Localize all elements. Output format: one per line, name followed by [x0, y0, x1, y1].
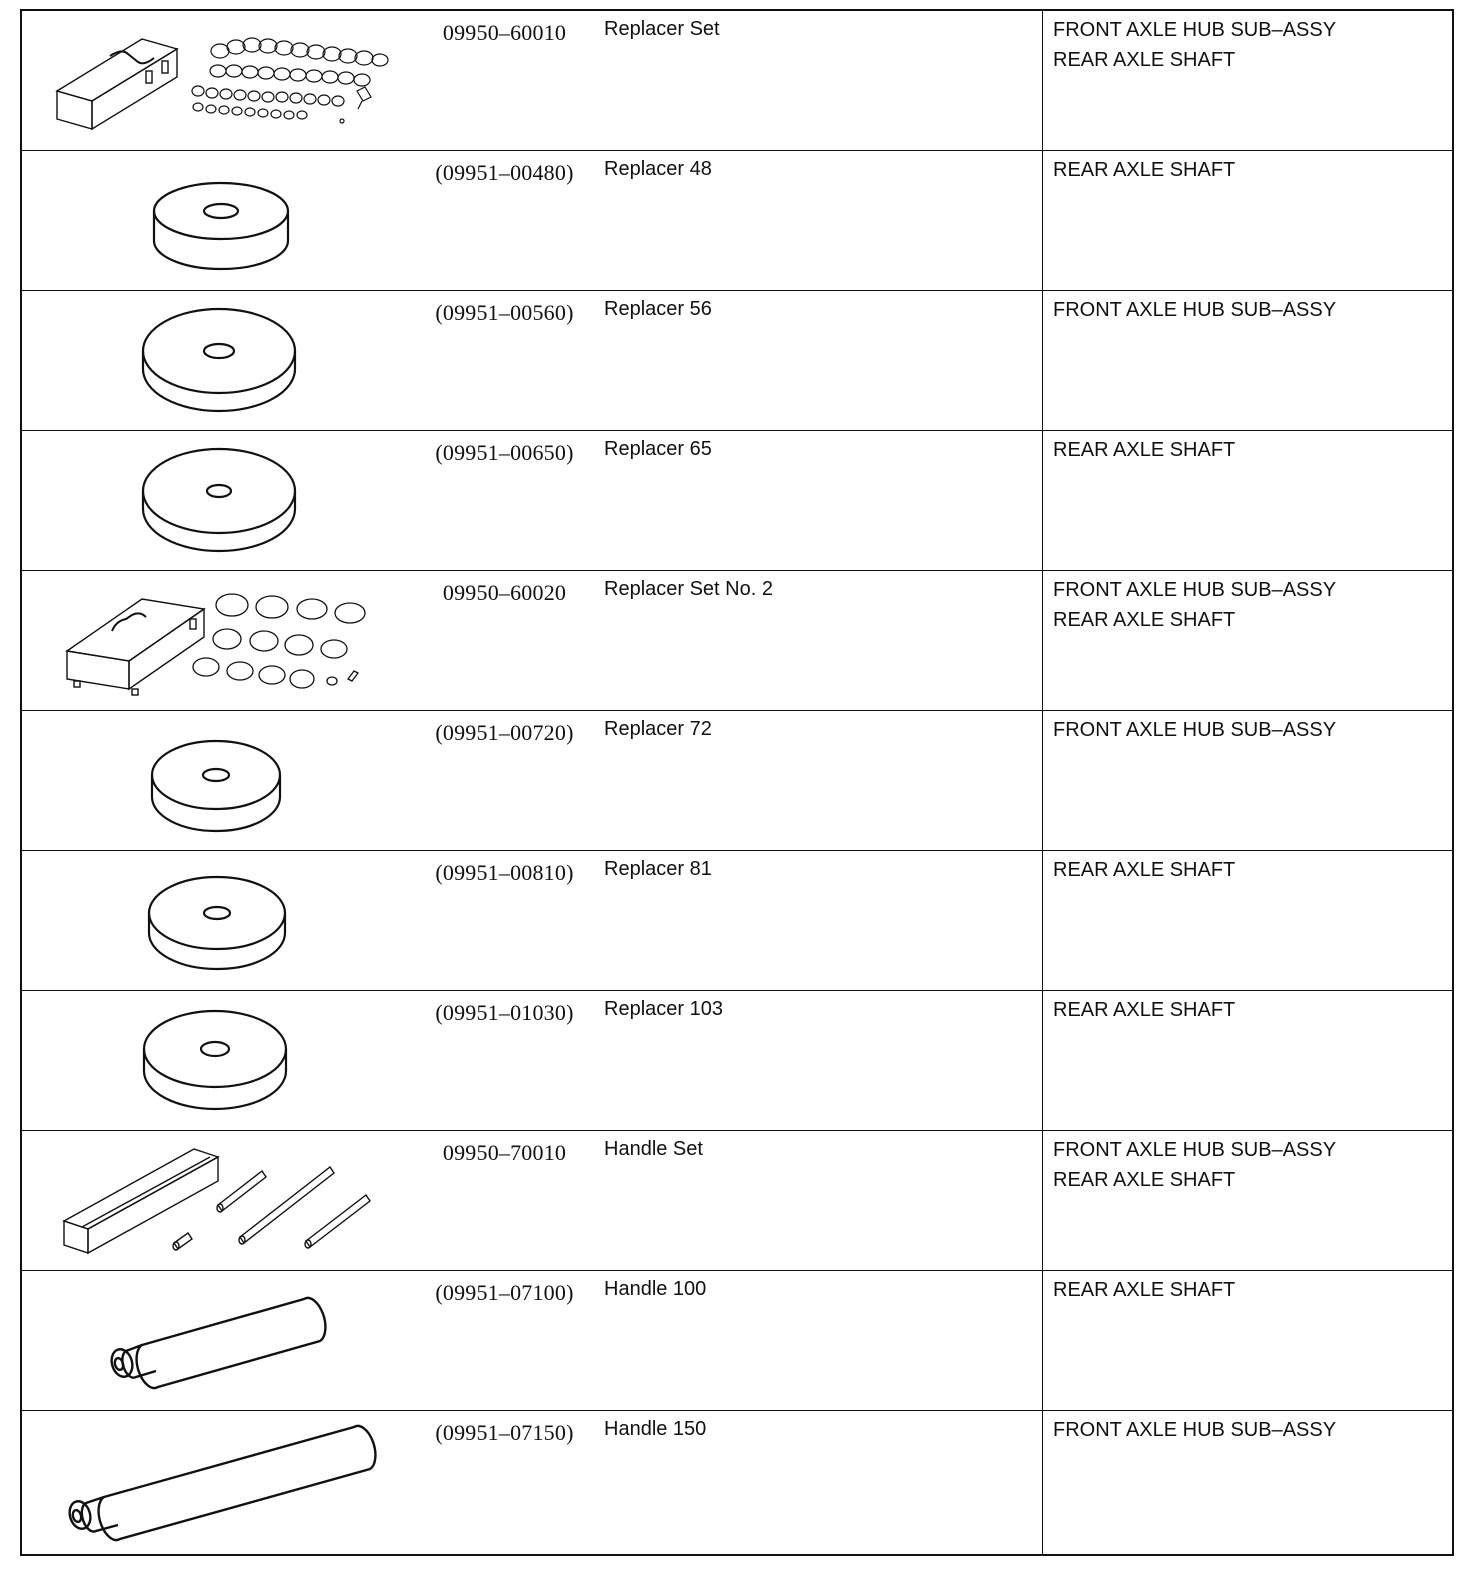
- usage-item: FRONT AXLE HUB SUB–ASSY: [1053, 19, 1337, 41]
- usage-item: REAR AXLE SHAFT: [1053, 439, 1236, 461]
- tool-name: Replacer 48: [604, 158, 712, 180]
- usage-cell: [1043, 1131, 1454, 1271]
- usage-item: REAR AXLE SHAFT: [1053, 1279, 1236, 1301]
- tool-name-cell: [592, 851, 1043, 991]
- part-number: 09950–60020: [442, 580, 567, 605]
- usage-cell: [1043, 851, 1454, 991]
- usage-item: REAR AXLE SHAFT: [1053, 609, 1236, 631]
- replacer-disc-icon: [22, 431, 417, 569]
- handle-bar-long-icon: [22, 1411, 417, 1553]
- tool-illustration-cell: [21, 431, 417, 571]
- table-row: [21, 1411, 1453, 1556]
- part-number: (09951–07100): [435, 1280, 574, 1305]
- part-number: (09951–00650): [435, 440, 574, 465]
- tool-illustration-cell: [21, 571, 417, 711]
- tool-name: Handle 150: [604, 1418, 707, 1440]
- tool-illustration-cell: [21, 711, 417, 851]
- usage-cell: [1043, 431, 1454, 571]
- part-number-cell: [417, 991, 592, 1131]
- usage-item: REAR AXLE SHAFT: [1053, 1169, 1236, 1191]
- tool-name-cell: [592, 571, 1043, 711]
- tool-illustration-cell: [21, 151, 417, 291]
- tool-name-cell: [592, 1411, 1043, 1556]
- table-row: [21, 151, 1453, 291]
- usage-item: REAR AXLE SHAFT: [1053, 999, 1236, 1021]
- part-number: (09951–00560): [435, 300, 574, 325]
- replacer-disc-icon: [22, 851, 417, 989]
- tool-name: Replacer 56: [604, 298, 712, 320]
- usage-item: FRONT AXLE HUB SUB–ASSY: [1053, 1139, 1337, 1161]
- part-number: (09951–07150): [435, 1420, 574, 1445]
- usage-cell: [1043, 571, 1454, 711]
- table-row: [21, 431, 1453, 571]
- table-row: [21, 991, 1453, 1131]
- special-service-tools-table: [20, 9, 1454, 1556]
- usage-item: REAR AXLE SHAFT: [1053, 49, 1236, 71]
- replacer-disc-icon: [22, 291, 417, 429]
- table-row: [21, 711, 1453, 851]
- tool-name: Handle 100: [604, 1278, 707, 1300]
- usage-item: REAR AXLE SHAFT: [1053, 859, 1236, 881]
- part-number-cell: [417, 151, 592, 291]
- part-number: (09951–00480): [435, 160, 574, 185]
- tool-illustration-cell: [21, 1271, 417, 1411]
- handle-set-case-icon: [22, 1131, 417, 1269]
- tool-name-cell: [592, 291, 1043, 431]
- usage-cell: [1043, 1411, 1454, 1556]
- tool-illustration-cell: [21, 291, 417, 431]
- table-row: [21, 1131, 1453, 1271]
- usage-cell: [1043, 151, 1454, 291]
- usage-cell: [1043, 1271, 1454, 1411]
- tool-illustration-cell: [21, 1411, 417, 1556]
- tool-name: Replacer 103: [604, 998, 723, 1020]
- replacer-disc-icon: [22, 151, 417, 289]
- usage-item: FRONT AXLE HUB SUB–ASSY: [1053, 579, 1337, 601]
- part-number-cell: [417, 1411, 592, 1556]
- table-row: [21, 851, 1453, 991]
- table-row: [21, 291, 1453, 431]
- tool-name: Replacer Set No. 2: [604, 578, 773, 600]
- tool-name-cell: [592, 1131, 1043, 1271]
- tool-illustration-cell: [21, 1131, 417, 1271]
- part-number-cell: [417, 10, 592, 151]
- tool-illustration-cell: [21, 851, 417, 991]
- replacer-disc-icon: [22, 711, 417, 849]
- usage-cell: [1043, 10, 1454, 151]
- table-row: [21, 10, 1453, 151]
- table-row: [21, 571, 1453, 711]
- usage-cell: [1043, 711, 1454, 851]
- tool-name-cell: [592, 1271, 1043, 1411]
- tool-illustration-cell: [21, 10, 417, 151]
- part-number-cell: [417, 1271, 592, 1411]
- part-number: (09951–00720): [435, 720, 574, 745]
- tool-name: Replacer 72: [604, 718, 712, 740]
- part-number-cell: [417, 1131, 592, 1271]
- part-number: 09950–70010: [442, 1140, 567, 1165]
- usage-item: FRONT AXLE HUB SUB–ASSY: [1053, 1419, 1337, 1441]
- tool-name: Replacer 65: [604, 438, 712, 460]
- usage-cell: [1043, 291, 1454, 431]
- tool-name-cell: [592, 10, 1043, 151]
- handle-bar-icon: [22, 1271, 417, 1409]
- part-number: (09951–00810): [435, 860, 574, 885]
- usage-item: FRONT AXLE HUB SUB–ASSY: [1053, 719, 1337, 741]
- part-number: 09950–60010: [442, 20, 567, 45]
- usage-item: FRONT AXLE HUB SUB–ASSY: [1053, 299, 1337, 321]
- replacer-set-case-icon: [22, 11, 417, 149]
- table-row: [21, 1271, 1453, 1411]
- part-number-cell: [417, 431, 592, 571]
- tool-name: Handle Set: [604, 1138, 703, 1160]
- tool-name-cell: [592, 151, 1043, 291]
- part-number-cell: [417, 851, 592, 991]
- tool-name: Replacer Set: [604, 18, 720, 40]
- usage-cell: [1043, 991, 1454, 1131]
- tool-name-cell: [592, 431, 1043, 571]
- part-number: (09951–01030): [435, 1000, 574, 1025]
- usage-item: REAR AXLE SHAFT: [1053, 159, 1236, 181]
- tool-name: Replacer 81: [604, 858, 712, 880]
- replacer-set-no2-case-icon: [22, 571, 417, 709]
- replacer-disc-icon: [22, 991, 417, 1129]
- tool-illustration-cell: [21, 991, 417, 1131]
- part-number-cell: [417, 711, 592, 851]
- part-number-cell: [417, 571, 592, 711]
- part-number-cell: [417, 291, 592, 431]
- tool-name-cell: [592, 711, 1043, 851]
- tool-name-cell: [592, 991, 1043, 1131]
